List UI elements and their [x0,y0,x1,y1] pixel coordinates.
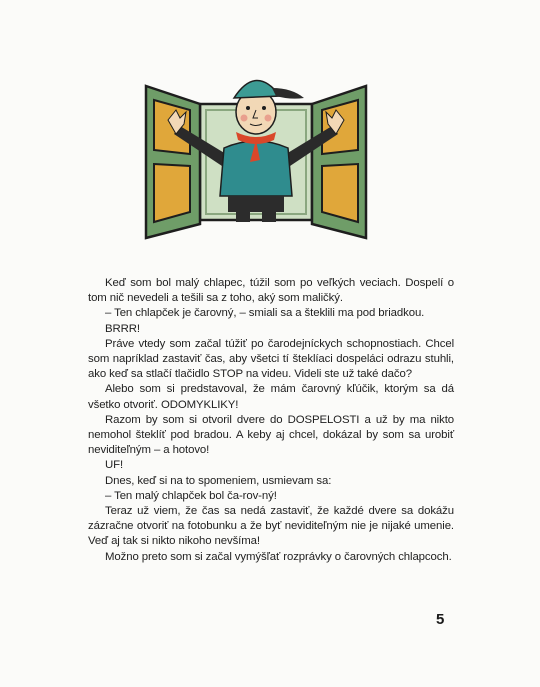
paragraph: Práve vtedy som začal túžiť po čarodejníckych schopnostiach. Chcel som napríklad zastaviť čas, aby všetci tí šteklíaci dospeláci odrazu stuhli, ako keď sa stlačí tlačidlo STOP na videu. Videli ste už také dačo? [88,337,454,381]
paragraph: Keď som bol malý chlapec, túžil som po veľkých veciach. Dospelí o tom nič nevedeli a tešili sa z toho, aký som maličký. [88,277,454,305]
paragraph: Dnes, keď si na to spomeniem, usmievam sa: [105,474,332,487]
page-number: 5 [436,611,445,628]
paragraph: Razom by som si otvoril dvere do DOSPELOSTI a už by ma nikto nemohol šteklíť pod bradou. A keby aj chcel, dokázal by som sa urobiť neviditeľným – a hotovo! [88,413,454,457]
boy-in-window-illustration [140,62,372,244]
story-text [88,276,454,565]
paragraph: – Ten chlapček je čarovný, – smiali sa a šteklili ma pod briadkou. [105,307,425,320]
paragraph: – Ten malý chlapček bol ča-rov-ný! [105,489,277,502]
paragraph: Alebo som si predstavoval, že mám čarovný kľúčik, ktorým sa dá všetko otvoriť. ODOMYKLIKY! [88,383,454,411]
paragraph: Teraz už viem, že čas sa nedá zastaviť, že každé dvere sa dokážu zázračne otvoriť na fotobunku a že byť neviditeľným nie je nijaké umenie. Veď aj tak si nikto nikoho nevšíma! [88,505,454,548]
paragraph: UF! [105,459,124,472]
paragraph: BRRR! [105,322,140,335]
paragraph: Možno preto som si začal vymýšľať rozprávky o čarovných chlapcoch. [105,550,452,563]
right-shutter [312,86,366,238]
left-shutter [146,86,200,238]
